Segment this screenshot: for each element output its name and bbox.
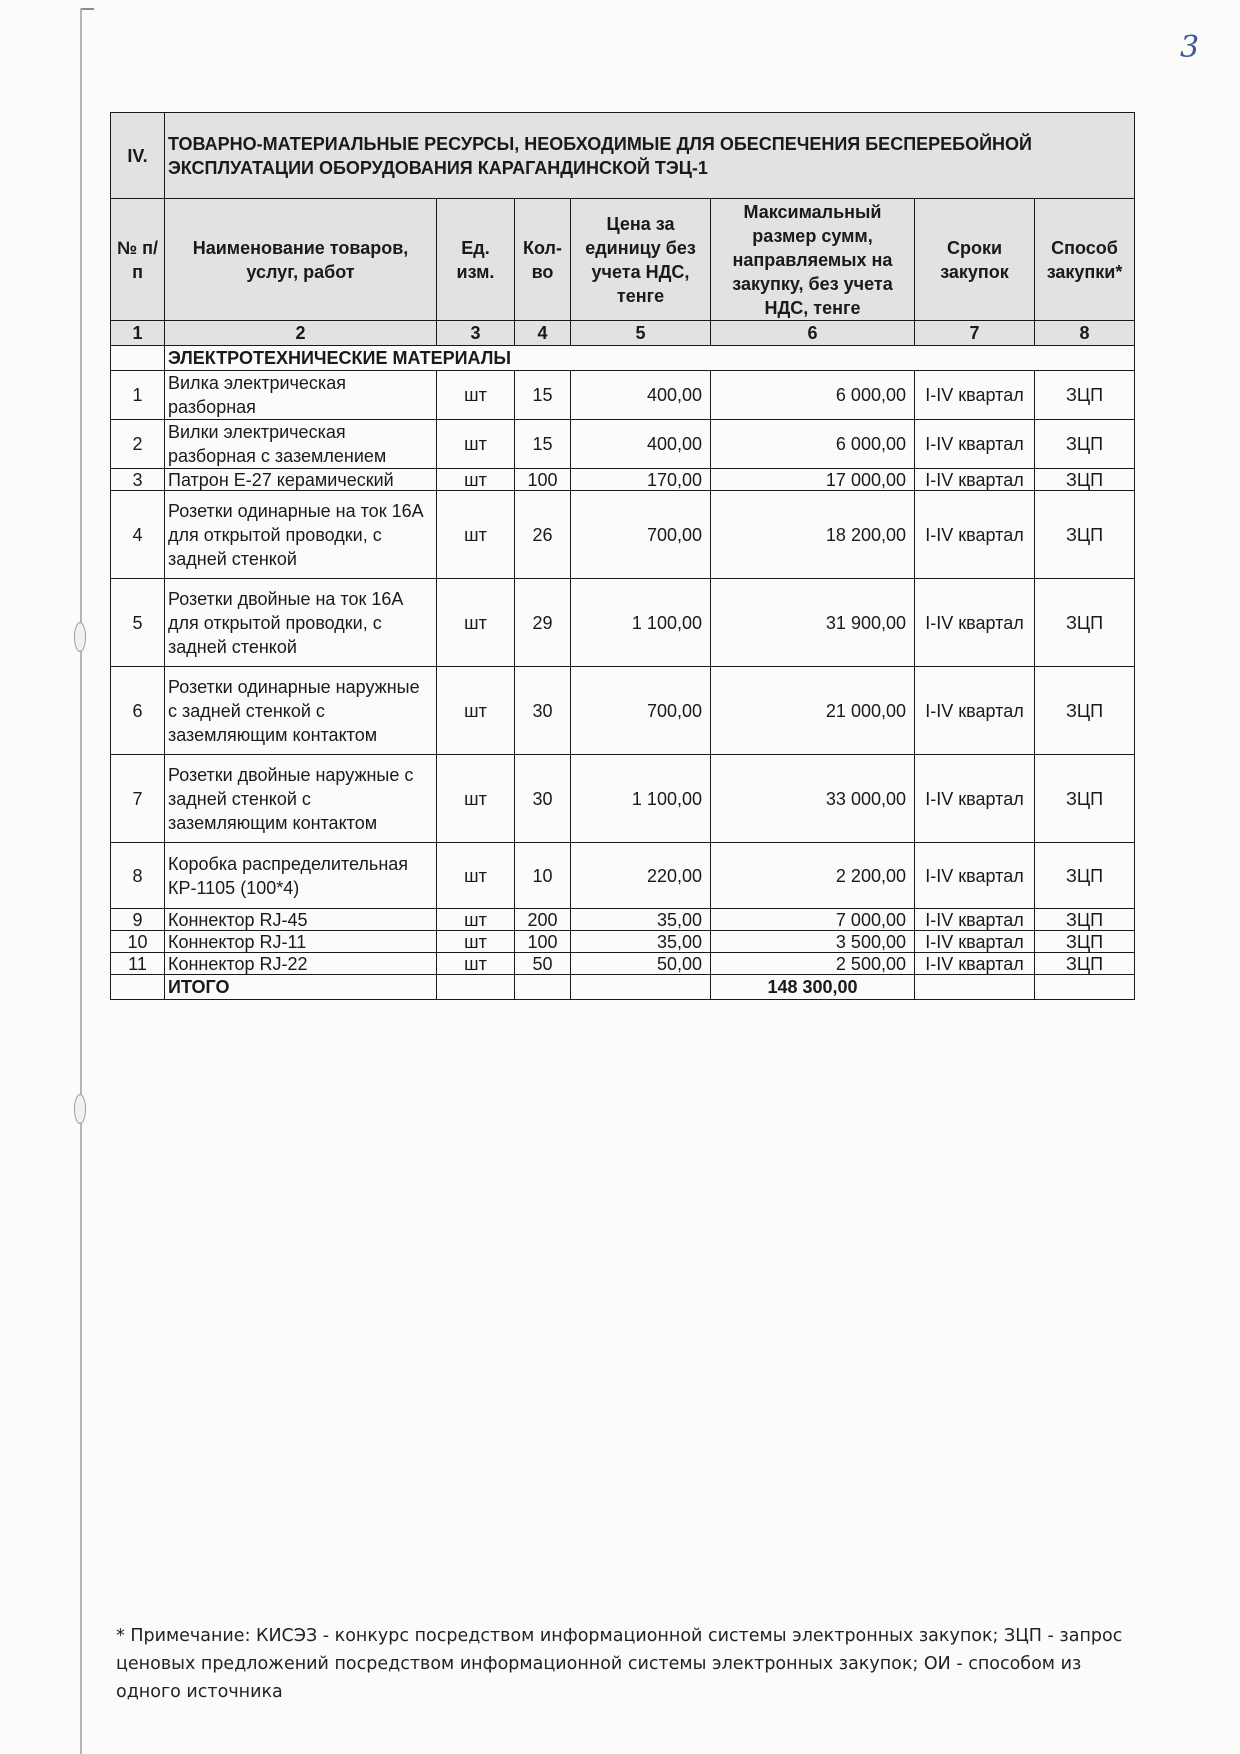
total-label: ИТОГО <box>165 975 437 1000</box>
cell-num: 4 <box>111 491 165 579</box>
cell-method: ЗЦП <box>1035 755 1135 843</box>
cell-qty: 29 <box>515 579 571 667</box>
cell-period: I-IV квартал <box>915 420 1035 469</box>
cell-unit: шт <box>437 491 515 579</box>
cell-qty: 30 <box>515 755 571 843</box>
col-header-qty: Кол-во <box>515 199 571 321</box>
cell-name: Розетки двойные на ток 16А для открытой проводки, с задней стенкой <box>165 579 437 667</box>
cell-sum: 2 200,00 <box>711 843 915 909</box>
cell-method: ЗЦП <box>1035 953 1135 975</box>
cell-name: Вилка электрическая разборная <box>165 371 437 420</box>
cell-period: I-IV квартал <box>915 953 1035 975</box>
table-row <box>111 843 1135 909</box>
cell-sum: 6 000,00 <box>711 371 915 420</box>
cell-num: 10 <box>111 931 165 953</box>
cell-period: I-IV квартал <box>915 843 1035 909</box>
category-row <box>111 346 1135 371</box>
table-row <box>111 469 1135 491</box>
cell-sum: 31 900,00 <box>711 579 915 667</box>
cell-sum: 7 000,00 <box>711 909 915 931</box>
cell-num: 2 <box>111 420 165 469</box>
column-number: 7 <box>915 321 1035 346</box>
cell-num: 6 <box>111 667 165 755</box>
cell-period: I-IV квартал <box>915 909 1035 931</box>
table-row <box>111 667 1135 755</box>
cell-qty: 15 <box>515 371 571 420</box>
cell-price: 35,00 <box>571 931 711 953</box>
section-number: IV. <box>111 113 165 199</box>
footnote: * Примечание: КИСЭЗ - конкурс посредством информационной системы электронных закупок; ЗЦП - запрос ценовых предложений посредством информационной системы электронных закупок; ОИ - способом из одного источника <box>116 1626 1123 1702</box>
cell-num: 9 <box>111 909 165 931</box>
cell-num: 1 <box>111 371 165 420</box>
cell-sum: 17 000,00 <box>711 469 915 491</box>
cell-name: Коннектор RJ-45 <box>165 909 437 931</box>
cell-price: 220,00 <box>571 843 711 909</box>
total-empty <box>1035 975 1135 1000</box>
col-header-num: № п/п <box>111 199 165 321</box>
cell-name: Розетки одинарные наружные с задней стенкой с заземляющим контактом <box>165 667 437 755</box>
cell-period: I-IV квартал <box>915 579 1035 667</box>
cell-unit: шт <box>437 420 515 469</box>
cell-sum: 3 500,00 <box>711 931 915 953</box>
table-row <box>111 931 1135 953</box>
total-empty <box>515 975 571 1000</box>
cell-num: 7 <box>111 755 165 843</box>
column-header-row <box>111 199 1135 321</box>
cell-price: 700,00 <box>571 667 711 755</box>
cell-unit: шт <box>437 667 515 755</box>
col-header-sum: Максимальный размер сумм, направляемых на закупку, без учета НДС, тенге <box>711 199 915 321</box>
procurement-table <box>110 112 1135 1000</box>
cell-method: ЗЦП <box>1035 420 1135 469</box>
punch-hole <box>74 622 86 652</box>
punch-hole <box>74 1094 86 1124</box>
total-sum: 148 300,00 <box>711 975 915 1000</box>
cell-name: Розетки двойные наружные с задней стенкой с заземляющим контактом <box>165 755 437 843</box>
category-title: ЭЛЕКТРОТЕХНИЧЕСКИЕ МАТЕРИАЛЫ <box>165 346 1135 371</box>
column-number: 1 <box>111 321 165 346</box>
cell-unit: шт <box>437 909 515 931</box>
cell-qty: 200 <box>515 909 571 931</box>
section-title: ТОВАРНО-МАТЕРИАЛЬНЫЕ РЕСУРСЫ, НЕОБХОДИМЫЕ ДЛЯ ОБЕСПЕЧЕНИЯ БЕСПЕРЕБОЙНОЙ ЭКСПЛУАТАЦИИ ОБОРУДОВАНИЯ КАРАГАНДИНСКОЙ ТЭЦ-1 <box>165 113 1135 199</box>
cell-qty: 100 <box>515 931 571 953</box>
cell-qty: 50 <box>515 953 571 975</box>
column-number-row <box>111 321 1135 346</box>
cell-period: I-IV квартал <box>915 491 1035 579</box>
col-header-method: Способ закупки* <box>1035 199 1135 321</box>
table-row <box>111 953 1135 975</box>
cell-sum: 21 000,00 <box>711 667 915 755</box>
column-number: 6 <box>711 321 915 346</box>
cell-sum: 18 200,00 <box>711 491 915 579</box>
cell-name: Коробка распределительная КР-1105 (100*4) <box>165 843 437 909</box>
table-row <box>111 420 1135 469</box>
page-number: 3 <box>1180 30 1200 65</box>
column-number: 4 <box>515 321 571 346</box>
table-row <box>111 371 1135 420</box>
cell-qty: 10 <box>515 843 571 909</box>
cell-period: I-IV квартал <box>915 931 1035 953</box>
cell-name: Патрон Е-27 керамический <box>165 469 437 491</box>
cell-method: ЗЦП <box>1035 909 1135 931</box>
cell-method: ЗЦП <box>1035 667 1135 755</box>
cell-qty: 15 <box>515 420 571 469</box>
cell-name: Розетки одинарные на ток 16А для открытой проводки, с задней стенкой <box>165 491 437 579</box>
cell-method: ЗЦП <box>1035 579 1135 667</box>
cell-price: 700,00 <box>571 491 711 579</box>
cell-qty: 100 <box>515 469 571 491</box>
cell-price: 1 100,00 <box>571 755 711 843</box>
section-title-row <box>111 113 1135 199</box>
col-header-unit: Ед. изм. <box>437 199 515 321</box>
cell-num: 3 <box>111 469 165 491</box>
category-spacer <box>111 346 165 371</box>
table-row <box>111 755 1135 843</box>
column-number: 3 <box>437 321 515 346</box>
table-row <box>111 491 1135 579</box>
cell-unit: шт <box>437 953 515 975</box>
cell-sum: 6 000,00 <box>711 420 915 469</box>
cell-qty: 26 <box>515 491 571 579</box>
cell-name: Коннектор RJ-22 <box>165 953 437 975</box>
cell-period: I-IV квартал <box>915 755 1035 843</box>
total-empty <box>111 975 165 1000</box>
cell-unit: шт <box>437 371 515 420</box>
total-empty <box>571 975 711 1000</box>
cell-price: 35,00 <box>571 909 711 931</box>
cell-name: Вилки электрическая разборная с заземлением <box>165 420 437 469</box>
total-empty <box>915 975 1035 1000</box>
total-row <box>111 975 1135 1000</box>
total-empty <box>437 975 515 1000</box>
table-row <box>111 579 1135 667</box>
cell-price: 400,00 <box>571 371 711 420</box>
cell-price: 400,00 <box>571 420 711 469</box>
cell-price: 50,00 <box>571 953 711 975</box>
cell-num: 5 <box>111 579 165 667</box>
cell-method: ЗЦП <box>1035 371 1135 420</box>
cell-sum: 2 500,00 <box>711 953 915 975</box>
col-header-name: Наименование товаров, услуг, работ <box>165 199 437 321</box>
col-header-price: Цена за единицу без учета НДС, тенге <box>571 199 711 321</box>
cell-unit: шт <box>437 579 515 667</box>
cell-method: ЗЦП <box>1035 469 1135 491</box>
cell-method: ЗЦП <box>1035 843 1135 909</box>
col-header-period: Сроки закупок <box>915 199 1035 321</box>
cell-qty: 30 <box>515 667 571 755</box>
cell-period: I-IV квартал <box>915 371 1035 420</box>
cell-method: ЗЦП <box>1035 931 1135 953</box>
cell-method: ЗЦП <box>1035 491 1135 579</box>
column-number: 2 <box>165 321 437 346</box>
cell-unit: шт <box>437 469 515 491</box>
cell-num: 11 <box>111 953 165 975</box>
page-edge-line <box>80 8 82 1754</box>
column-number: 8 <box>1035 321 1135 346</box>
table-row <box>111 909 1135 931</box>
cell-period: I-IV квартал <box>915 667 1035 755</box>
cell-name: Коннектор RJ-11 <box>165 931 437 953</box>
cell-price: 1 100,00 <box>571 579 711 667</box>
cell-price: 170,00 <box>571 469 711 491</box>
cell-sum: 33 000,00 <box>711 755 915 843</box>
cell-period: I-IV квартал <box>915 469 1035 491</box>
column-number: 5 <box>571 321 711 346</box>
cell-unit: шт <box>437 755 515 843</box>
page-edge-mark <box>80 8 94 10</box>
cell-num: 8 <box>111 843 165 909</box>
cell-unit: шт <box>437 931 515 953</box>
cell-unit: шт <box>437 843 515 909</box>
